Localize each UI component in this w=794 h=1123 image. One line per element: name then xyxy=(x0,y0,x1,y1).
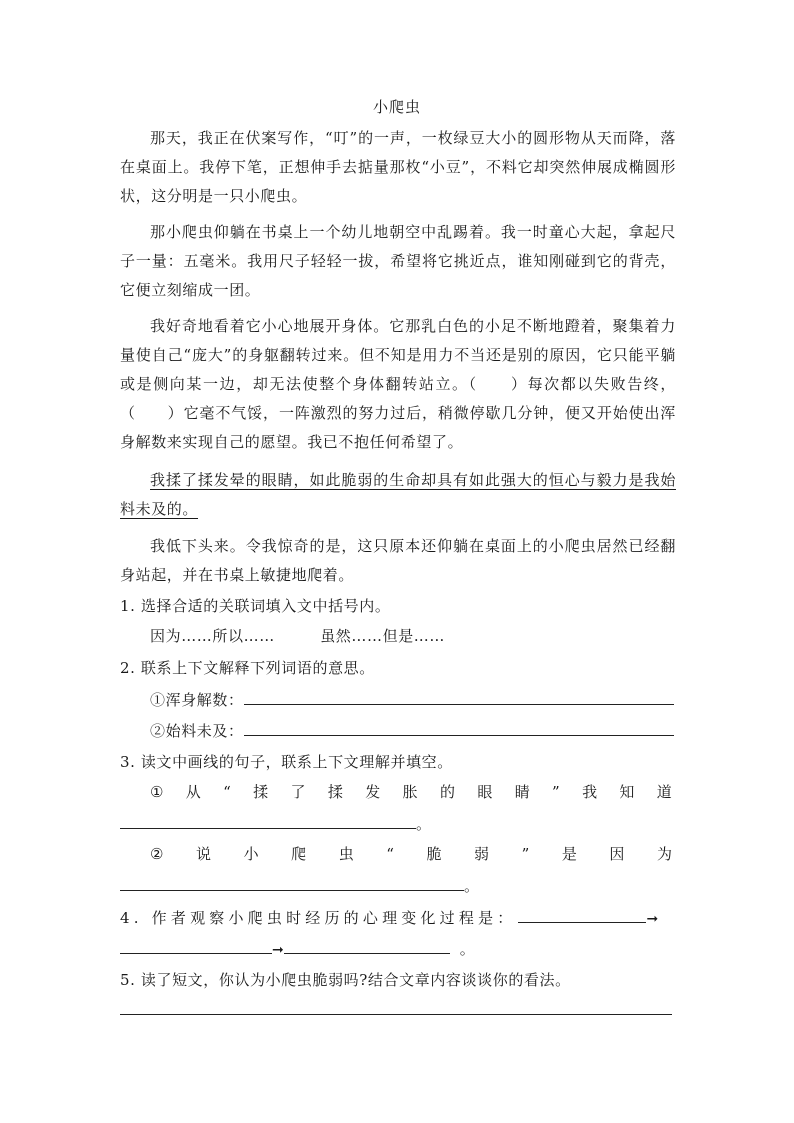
paragraph-5: 我低下头来。令我惊奇的是，这只原本还仰躺在桌面上的小爬虫居然已经翻身站起，并在书桌上敏捷地爬着。 xyxy=(120,537,676,584)
q3-1-char: 胀 xyxy=(402,783,418,801)
answer-blank-5[interactable] xyxy=(120,998,672,1015)
question-1-options xyxy=(150,624,676,648)
q3-1-char: 的 xyxy=(439,783,455,801)
option-because-so: 因为……所以…… xyxy=(150,627,275,645)
q3-1-char: 睛 xyxy=(514,783,530,801)
question-5-blank-row xyxy=(120,998,672,1022)
q3-1-char: ① xyxy=(150,783,164,801)
question-2-item-1 xyxy=(150,688,676,712)
question-4-row-2 xyxy=(120,937,475,962)
q3-2-char: ② xyxy=(150,845,164,863)
period-mark: 。 xyxy=(416,815,432,833)
q3-2-char: “ xyxy=(386,845,394,863)
question-4-prompt: 4. 作者观察小爬虫时经历的心理变化过程是： xyxy=(120,909,517,927)
answer-blank-3-2[interactable] xyxy=(120,874,464,891)
paragraph-4-underlined xyxy=(120,466,676,524)
answer-blank-2-2[interactable] xyxy=(244,719,674,736)
answer-blank-4-1[interactable] xyxy=(518,906,646,923)
answer-blank-4-3[interactable] xyxy=(284,937,450,954)
question-3-prompt: 3. 读文中画线的句子，联系上下文理解并填空。 xyxy=(120,753,453,771)
q3-1-char: 道 xyxy=(656,783,672,801)
q3-1-char: 发 xyxy=(365,783,381,801)
q3-2-char: 说 xyxy=(196,845,212,863)
q3-1-char: 我 xyxy=(582,783,598,801)
q3-1-char: “ xyxy=(223,783,231,801)
q3-2-char: 小 xyxy=(243,845,259,863)
q3-1-char: 眼 xyxy=(477,783,493,801)
q3-2-char: 是 xyxy=(561,845,577,863)
q3-2-char: 爬 xyxy=(291,845,307,863)
question-3-blank-1-row xyxy=(120,812,431,836)
page-title: 小爬虫 xyxy=(372,98,421,116)
arrow-right-icon: ➞ xyxy=(646,911,663,927)
term-label-1: ①浑身解数： xyxy=(150,691,244,709)
q3-2-char: 弱 xyxy=(474,845,490,863)
option-although-but: 虽然……但是…… xyxy=(320,627,445,645)
question-2-prompt: 2. 联系上下文解释下列词语的意思。 xyxy=(120,659,375,677)
period-mark: 。 xyxy=(464,877,480,895)
question-3-item-1 xyxy=(150,780,672,804)
question-3-blank-2-row xyxy=(120,874,479,898)
q3-1-char: 了 xyxy=(290,783,306,801)
answer-blank-4-2[interactable] xyxy=(120,937,272,954)
q3-2-char: 脆 xyxy=(426,845,442,863)
arrow-right-icon: ➞ xyxy=(272,942,284,958)
q3-2-char: 虫 xyxy=(338,845,354,863)
q3-1-char: 知 xyxy=(619,783,635,801)
paragraph-3: 我好奇地看着它小心地展开身体。它那乳白色的小足不断地蹬着，聚集着力量使自己“庞大”的身躯翻转过来。但不知是用力不当还是别的原因，它只能平躺或是侧向某一边，却无法使整个身体翻转站立。（ ）每次都以失败告终，（ ）它毫不气馁，一阵激烈的努力过后，稍微停歇几分钟，便又开始使出浑身解数来实现自己的愿望。我已不抱任何希望了。 xyxy=(120,317,676,451)
q3-1-char: 揉 xyxy=(327,783,343,801)
question-4-row-1 xyxy=(120,906,676,931)
paragraph-1: 那天，我正在伏案写作，“叮”的一声，一枚绿豆大小的圆形物从天而降，落在桌面上。我停下笔，正想伸手去掂量那枚“小豆”，不料它却突然伸展成椭圆形状，这分明是一只小爬虫。 xyxy=(120,129,676,205)
question-5-prompt: 5. 读了短文，你认为小爬虫脆弱吗?结合文章内容谈谈你的看法。 xyxy=(120,971,571,989)
answer-blank-2-1[interactable] xyxy=(244,688,674,705)
question-2-item-2 xyxy=(150,719,676,743)
period-mark: 。 xyxy=(459,940,475,958)
underlined-sentence: 我揉了揉发晕的眼睛，如此脆弱的生命却具有如此强大的恒心与毅力是我始料未及的。 xyxy=(120,471,676,518)
q3-1-char: 揉 xyxy=(253,783,269,801)
q3-2-char: 为 xyxy=(656,845,672,863)
question-1-prompt: 1. 选择合适的关联词填入文中括号内。 xyxy=(120,597,391,615)
question-3-item-2 xyxy=(150,842,672,866)
term-label-2: ②始料未及： xyxy=(150,722,244,740)
answer-blank-3-1[interactable] xyxy=(120,812,416,829)
q3-1-char: 从 xyxy=(185,783,201,801)
paragraph-2: 那小爬虫仰躺在书桌上一个幼儿地朝空中乱踢着。我一时童心大起，拿起尺子一量：五毫米。我用尺子轻轻一拔，希望将它挑近点，谁知刚碰到它的背壳，它便立刻缩成一团。 xyxy=(120,223,676,299)
q3-2-char: ” xyxy=(521,845,530,863)
q3-2-char: 因 xyxy=(609,845,625,863)
q3-1-char: ” xyxy=(552,783,560,801)
